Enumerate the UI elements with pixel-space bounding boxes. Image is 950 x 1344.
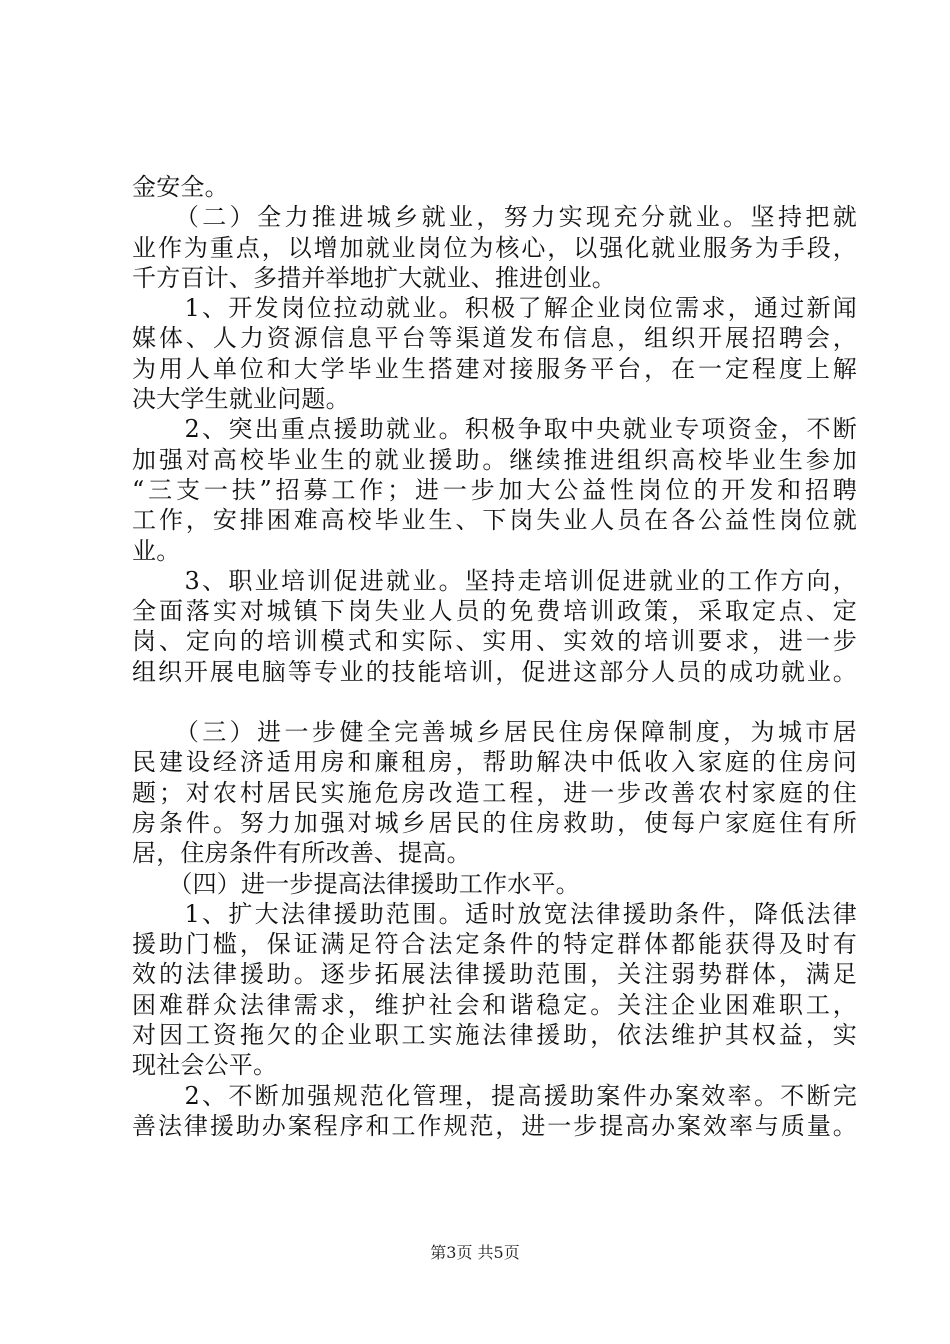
text-line: 1、开发岗位拉动就业。积极了解企业岗位需求，通过新闻 (132, 294, 857, 323)
text-line: 金安全。 (132, 173, 229, 201)
paragraph-section-four (132, 869, 857, 899)
paragraph-gap (132, 687, 857, 717)
text-line: 3、职业培训促进就业。坚持走培训促进就业的工作方向， (132, 566, 857, 595)
text-line: 千方百计、多措并举地扩大就业、推进创业。 (132, 263, 616, 292)
text-line: （三）进一步健全完善城乡居民住房保障制度，为城市居 (132, 718, 857, 747)
page-footer (0, 1243, 950, 1263)
paragraph-item-one (132, 293, 857, 414)
text-line: 2、不断加强规范化管理，提高援助案件办案效率。不断完 (132, 1081, 857, 1110)
text-line: 题；对农村居民实施危房改造工程，进一步改善农村家庭的住 (132, 778, 857, 807)
paragraph-legal-aid-one (132, 899, 857, 1081)
text-line: 房条件。努力加强对城乡居民的住房救助，使每户家庭住有所 (132, 808, 857, 837)
paragraph-section-three (132, 717, 857, 868)
text-line: 业。 (132, 536, 181, 565)
text-line: 效的法律援助。逐步拓展法律援助范围，关注弱势群体，满足 (132, 960, 857, 989)
text-line: 全面落实对城镇下岗失业人员的免费培训政策，采取定点、定 (132, 597, 857, 626)
text-line: 对因工资拖欠的企业职工实施法律援助，依法维护其权益，实 (132, 1021, 857, 1050)
paragraph-legal-aid-two (132, 1081, 857, 1142)
paragraph-section-two (132, 202, 857, 293)
paragraph-ending-previous (132, 172, 857, 202)
text-line: 困难群众法律需求，维护社会和谐稳定。关注企业困难职工， (132, 990, 857, 1019)
page-total: 共5页 (477, 1243, 520, 1262)
page-number: 第3页 (430, 1243, 473, 1262)
text-line: （二）全力推进城乡就业，努力实现充分就业。坚持把就 (132, 203, 857, 232)
text-line: 为用人单位和大学毕业生搭建对接服务平台，在一定程度上解 (132, 354, 857, 383)
text-line: 2、突出重点援助就业。积极争取中央就业专项资金，不断 (132, 415, 857, 444)
text-line: 居，住房条件有所改善、提高。 (132, 839, 471, 868)
text-line: 1、扩大法律援助范围。适时放宽法律援助条件，降低法律 (132, 899, 857, 928)
text-line: 岗、定向的培训模式和实际、实用、实效的培训要求，进一步 (132, 627, 857, 656)
text-line: 决大学生就业问题。 (132, 385, 350, 414)
text-line: 组织开展电脑等专业的技能培训，促进这部分人员的成功就业。 (132, 657, 857, 686)
document-body (132, 172, 857, 1141)
text-line: 民建设经济适用房和廉租房，帮助解决中低收入家庭的住房问 (132, 748, 857, 777)
text-line: 业作为重点，以增加就业岗位为核心，以强化就业服务为手段， (132, 233, 857, 262)
text-line: 工作，安排困难高校毕业生、下岗失业人员在各公益性岗位就 (132, 506, 857, 535)
text-line: 媒体、人力资源信息平台等渠道发布信息，组织开展招聘会， (132, 324, 857, 353)
paragraph-item-two (132, 414, 857, 565)
text-line: （四）进一步提高法律援助工作水平。 (132, 869, 580, 898)
paragraph-item-three (132, 566, 857, 687)
text-line: 善法律援助办案程序和工作规范，进一步提高办案效率与质量。 (132, 1111, 857, 1140)
text-line: 加强对高校毕业生的就业援助。继续推进组织高校毕业生参加 (132, 445, 857, 474)
text-line: 现社会公平。 (132, 1051, 278, 1080)
text-line: 援助门槛，保证满足符合法定条件的特定群体都能获得及时有 (132, 930, 857, 959)
text-line: “三支一扶”招募工作；进一步加大公益性岗位的开发和招聘 (132, 475, 857, 504)
